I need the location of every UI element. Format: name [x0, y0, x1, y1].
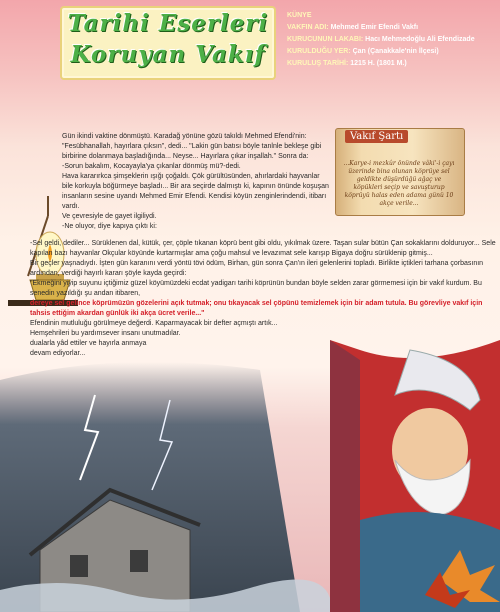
title-banner: [60, 6, 276, 80]
scroll-title: Vakıf Şartı: [345, 130, 408, 143]
story-paragraph: Efendinin mutluluğu görülmeye değerdi. Kaparmayacak bir defter açmıştı artık...: [30, 320, 278, 327]
vakif-sarti-scroll: [335, 122, 463, 220]
story-paragraph: Hava kararırkca şimşeklerin ışığı çoğaldı. Çök gürültüsünden, ahırlardaki hayvanlar bile korkuyla böğürmeye başladı... Bir ara seçirde dalmıştı ki, kapının önünde koşuşan insanların sesine uyandı Mehmed Emir Efendi. Kendisi köyün zenginlerindendi, itibarı vardı.: [62, 173, 329, 210]
info-label: KURULDUĞU YER:: [287, 48, 351, 55]
story-paragraph: Hemşehrileri bu yardımsever insanı unutmadılar.: [30, 330, 181, 337]
story-paragraph: -Sorun bakalım, Kocayayla'ya çıkanlar dönmüş mü?-dedi.: [62, 163, 241, 170]
story-paragraph: Bir geçler yaşnadıydı. İşten gün karanını verdi yöntü tövi ödüm, Birhan, gün sonra Çan'ın ileri gelenlerini topladı. Birlikte içtikleri tarhana çorbasının ardından, verdiği hayırlı kararı şöyle kayda geçirdi:: [30, 260, 484, 277]
info-row-kunye: [287, 10, 497, 22]
info-row-lakap: [287, 34, 497, 46]
flood-illustration: [0, 340, 500, 612]
info-row-yer: [287, 46, 497, 58]
scroll-text: ...Karye-i mezkûr önünde vâki'-i çayı üzerinde bina olunan köprüye sel geldikte düşürdüğü ağaç ve köpükleri seçip ve savuşturup köprüyü halas eden adama günü 10 akçe verile...: [343, 160, 455, 207]
title-line-2: Koruyan Vakıf: [70, 41, 266, 68]
story-paragraph: -Sel geldi, dediler... Sürüklenen dal, kütük, çer, çöple tıkanan köprü bent gibi oldu, yıkılmak üzere. Taşan sular bütün Çan sokaklarını dolduruyor... Sele kapılan bazı hayvanlar Okçular köyünde kurtarmışlar ama çoğu mahsul ve levazımat sele karışıp Bigaya doğru sürüklenip gitmiş...: [30, 240, 496, 257]
story-paragraph: dualarla yâd ettiler ve hayırla anmaya: [30, 340, 147, 347]
info-label: KURUCUNUN LAKABI:: [287, 36, 364, 43]
story-highlight: dereye sel gelince köprümüzün gözelerini açık tutmak; onu tıkayacak sel çöpünü temizlemek için bir adam tutula. Bu görevliye vakıf için tahsis ettiğim akardan günlük iki akça ücret verile...": [30, 300, 483, 317]
story-paragraph: Ve çevresiyle de gayet ilgiliydi.: [62, 213, 157, 220]
story-paragraph: devam ediyorlar...: [30, 350, 86, 357]
story-paragraph: -Ne oluyor, diye kapıya çıktı ki:: [62, 223, 157, 230]
info-row-tarih: [287, 58, 497, 70]
info-label: KÜNYE: [287, 12, 312, 19]
info-row-vakif-adi: [287, 22, 497, 34]
info-value: Mehmed Emir Efendi Vakfı: [330, 24, 419, 31]
info-value: Hacı Mehmedoğlu Ali Efendizade: [365, 36, 475, 43]
info-label: VAKFIN ADI:: [287, 24, 329, 31]
info-block: [287, 10, 497, 70]
story-paragraph: "Ekmeğini yiyip suyunu içtiğimiz güzel köyümüzdeki ecdat yadigarı tarihi köprünün bundan böyle selden zarar görmemesi için bir vakıf kurdum. Bu senedin yazıldığı şu andan itibaren,: [30, 280, 482, 297]
info-value: Çan (Çanakkale'nin İlçesi): [352, 48, 439, 55]
info-label: KURULUŞ TARİHİ:: [287, 60, 349, 67]
story-paragraph: Gün ikindi vaktine dönmüştü. Karadağ yönüne gözü takıldı Mehmed Efendi'nin: "Fesübhanallah, hayırlara çıksın", dedi... "Lakin gün batısı böyle tanlnle bekleşe gibi birbirine dolanmaya başladığında... Neyse... Hayırlara çıkar inşallah." Sonra da:: [62, 133, 322, 160]
story-intro: [62, 132, 332, 232]
info-value: 1215 H. (1801 M.): [350, 60, 407, 67]
title-line-1: Tarihi Eserleri: [67, 10, 269, 37]
